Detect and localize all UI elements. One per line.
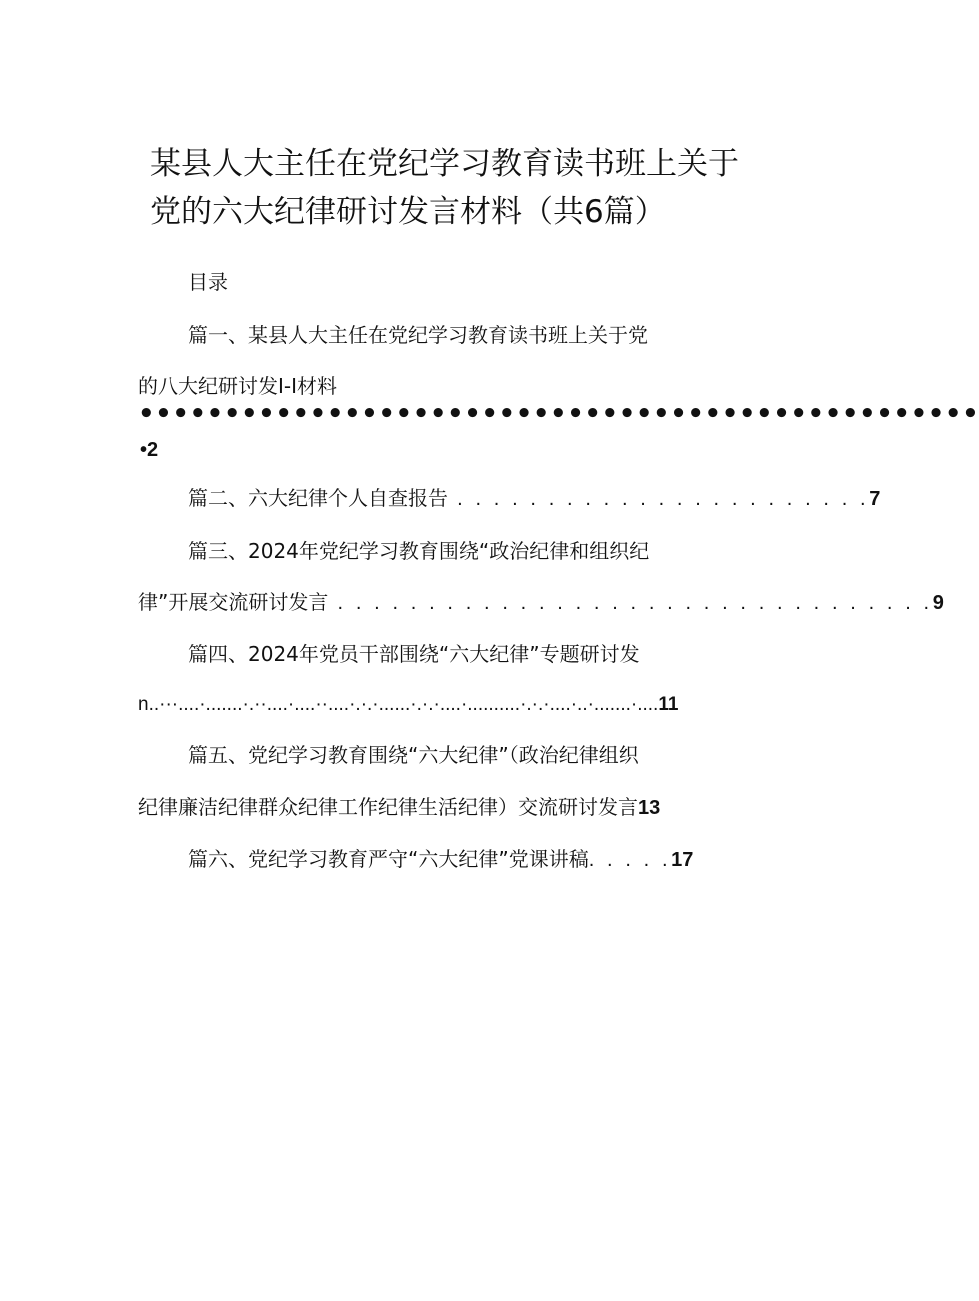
toc-entry-5-text: 纪律廉洁纪律群众纪律工作纪律生活纪律）交流研讨发言	[138, 795, 638, 819]
toc-entry-3-line-2[interactable]	[138, 588, 944, 617]
toc-entry-3-text: 律”开展交流研讨发言	[138, 590, 329, 614]
toc-entry-5-line-1[interactable]: 篇五、党纪学习教育围绕“六大纪律”（政治纪律组织	[188, 743, 639, 767]
toc-entry-6-text: 篇六、党纪学习教育严守“六大纪律”党课讲稿	[188, 847, 589, 871]
toc-entry-3-line-1[interactable]: 篇三、2024年党纪学习教育围绕“政治纪律和组织纪	[188, 539, 650, 563]
title-line-2: 党的六大纪律研讨发言材料（共6篇）	[150, 194, 666, 230]
toc-entry-1-line-2[interactable]: 的八大纪研讨发I-I材料	[138, 374, 338, 398]
document-title	[150, 140, 850, 236]
toc-entry-1-leader: •••••••••••••••••••••••••••••••••••••••••••••••••	[138, 399, 979, 429]
toc-entry-4-line-1[interactable]: 篇四、2024年党员干部围绕“六大纪律”专题研讨发	[188, 642, 640, 666]
toc-entry-3-page: 9	[932, 592, 944, 614]
toc-entry-5-page: 13	[638, 797, 661, 819]
toc-entry-1-line-1[interactable]: 篇一、某县人大主任在党纪学习教育读书班上关于党	[188, 323, 648, 347]
toc-entry-6-leader: . . . . .	[588, 849, 672, 871]
toc-entry-1-page[interactable]: •2	[140, 439, 159, 461]
toc-entry-3-leader: . . . . . . . . . . . . . . . . . . . . . . . . . . . . . . . . .	[328, 592, 933, 614]
toc-entry-2[interactable]	[188, 484, 880, 513]
title-line-1: 某县人大主任在党纪学习教育读书班上关于	[150, 146, 739, 182]
toc-entry-2-text: 篇二、六大纪律个人自查报告	[188, 486, 448, 510]
toc-entry-6[interactable]	[188, 845, 693, 874]
toc-entry-2-leader: . . . . . . . . . . . . . . . . . . . . . . .	[448, 488, 870, 510]
toc-entry-4-leader: n..···....·.......·.··....·....··....·.·.·......·.·.·....·..........·.·.·....·..·.......·....	[138, 694, 659, 715]
toc-entry-6-page: 17	[671, 849, 694, 871]
toc-entry-4-page: 11	[658, 694, 679, 715]
toc-entry-5-line-2[interactable]	[138, 793, 660, 822]
toc-heading: 目录	[188, 270, 228, 294]
toc-entry-4-line-2[interactable]	[138, 691, 678, 719]
toc-entry-2-page: 7	[869, 488, 881, 510]
